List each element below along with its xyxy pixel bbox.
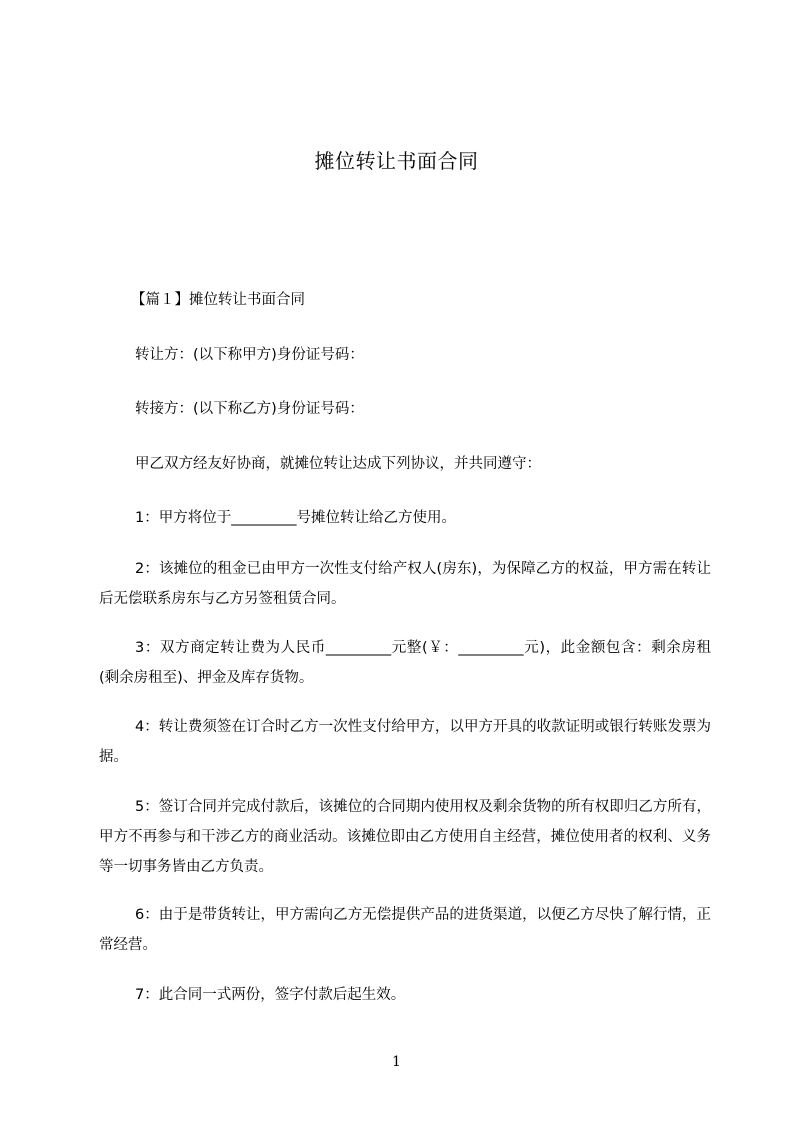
clause-6: 6：由于是带货转让，甲方需向乙方无偿提供产品的进货渠道，以便乙方尽快了解行情，正常经营。: [99, 907, 711, 953]
section-heading: 【篇１】摊位转让书面合同: [131, 292, 305, 308]
clause-1: 1：甲方将位于_________号摊位转让给乙方使用。: [135, 510, 456, 526]
document-title: 摊位转让书面合同: [314, 149, 479, 173]
clause-4: 4：转让费须签在订合时乙方一次性支付给甲方，以甲方开具的收款证明或银行转账发票为据。: [99, 719, 711, 765]
intro-paragraph: 甲乙双方经友好协商，就摊位转让达成下列协议，并共同遵守：: [135, 456, 541, 472]
transferee-line: 转接方：(以下称乙方)身份证号码：: [135, 401, 364, 417]
clause-2: 2：该摊位的租金已由甲方一次性支付给产权人(房东)，为保障乙方的权益，甲方需在转让后无偿联系房东与乙方另签租赁合同。: [99, 561, 711, 607]
page-number: 1: [392, 1054, 401, 1070]
clause-5: 5：签订合同并完成付款后，该摊位的合同期内使用权及剩余货物的所有权即归乙方所有，甲方不再参与和干涉乙方的商业活动。该摊位即由乙方使用自主经营，摊位使用者的权利、义务等一切事务皆由乙方负责。: [99, 799, 711, 875]
transferor-line: 转让方：(以下称甲方)身份证号码：: [135, 347, 364, 363]
clause-7: 7：此合同一式两份，签字付款后起生效。: [135, 987, 406, 1003]
clause-3: 3：双方商定转让费为人民币_________元整(￥：_________元)，此金额包含：剩余房租(剩余房租至)、押金及库存货物。: [99, 640, 711, 686]
